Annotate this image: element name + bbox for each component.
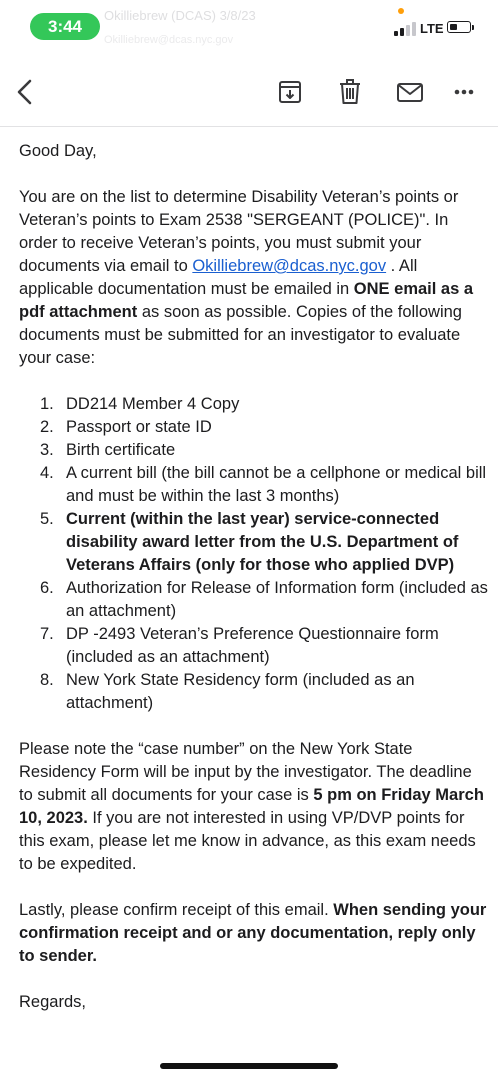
signoff: Regards, xyxy=(19,993,86,1011)
list-item xyxy=(19,462,489,508)
background-sender: Okilliebrew (DCAS) 3/8/23 xyxy=(104,8,256,23)
intro-text-2: . All applicable documentation must be emailed in xyxy=(19,257,418,298)
battery-icon xyxy=(447,21,471,33)
closing-paragraph xyxy=(19,899,489,968)
list-item-number: 3. xyxy=(40,441,54,459)
list-item-number: 1. xyxy=(40,395,54,413)
home-indicator[interactable] xyxy=(160,1063,338,1069)
background-address: Okilliebrew@dcas.nyc.gov xyxy=(104,34,234,46)
list-item-number: 7. xyxy=(40,625,54,643)
list-item-number: 5. xyxy=(40,510,54,528)
privacy-indicator-icon xyxy=(398,8,404,14)
intro-bold: ONE email as a pdf attachment xyxy=(19,280,474,321)
list-item-text: Current (within the last year) service-connected disability award letter from the U.S. Department of Veterans Affairs (only for those who applied DVP) xyxy=(66,510,459,574)
list-item xyxy=(19,577,489,623)
email-body xyxy=(19,140,489,1014)
list-item xyxy=(19,439,489,462)
list-item xyxy=(19,416,489,439)
list-item-text: Authorization for Release of Information form (included as an attachment) xyxy=(66,579,488,620)
battery-level xyxy=(450,24,457,30)
intro-text-1: You are on the list to determine Disability Veteran’s points or Veteran’s points to Exam 2538 "SERGEANT (POLICE)". In order to receive Veteran’s points, you must submit your documents via email to xyxy=(19,188,459,275)
list-item-number: 2. xyxy=(40,418,54,436)
list-item-text: DD214 Member 4 Copy xyxy=(66,395,240,413)
closing-text-1: Lastly, please confirm receipt of this email. xyxy=(19,901,334,919)
trash-icon xyxy=(334,76,366,108)
list-item-number: 4. xyxy=(40,464,54,482)
delete-button[interactable] xyxy=(334,76,366,108)
deadline-paragraph xyxy=(19,738,489,876)
mark-unread-button[interactable] xyxy=(394,76,426,108)
list-item-number: 6. xyxy=(40,579,54,597)
intro-text-3: as soon as possible. Copies of the following documents must be submitted for an investigator to evaluate your case: xyxy=(19,303,462,367)
battery-cap xyxy=(472,25,474,30)
list-item-text: Passport or state ID xyxy=(66,418,212,436)
list-item xyxy=(19,393,489,416)
closing-bold: When sending your confirmation receipt and or any documentation, reply only to sender. xyxy=(19,901,487,965)
ellipsis-icon xyxy=(450,76,482,108)
list-item xyxy=(19,508,489,577)
list-item-text: Birth certificate xyxy=(66,441,176,459)
deadline-text-2: If you are not interested in using VP/DVP points for this exam, please let me know in advance, as this exam needs to be expedited. xyxy=(19,809,476,873)
deadline-bold: 5 pm on Friday March 10, 2023. xyxy=(19,786,484,827)
list-item-text: A current bill (the bill cannot be a cellphone or medical bill and must be within the last 3 months) xyxy=(66,464,487,505)
archive-button[interactable] xyxy=(274,76,306,108)
archive-icon xyxy=(274,76,306,108)
network-type: LTE xyxy=(420,21,444,36)
list-item xyxy=(19,623,489,669)
message-toolbar xyxy=(0,60,498,127)
list-item-text: New York State Residency form (included as an attachment) xyxy=(66,671,415,712)
email-address-link[interactable]: Okilliebrew@dcas.nyc.gov xyxy=(192,257,387,275)
status-time[interactable]: 3:44 xyxy=(30,13,100,40)
cellular-signal-icon xyxy=(394,22,416,36)
document-list xyxy=(19,393,489,715)
chevron-left-icon xyxy=(10,76,42,108)
intro-paragraph xyxy=(19,186,489,370)
more-options-button[interactable] xyxy=(450,76,482,108)
list-item xyxy=(19,669,489,715)
greeting: Good Day, xyxy=(19,142,97,160)
back-button[interactable] xyxy=(10,76,42,108)
deadline-text-1: Please note the “case number” on the New York State Residency Form will be input by the investigator. The deadline to submit all documents for your case is xyxy=(19,740,472,804)
envelope-icon xyxy=(394,76,426,108)
status-bar xyxy=(0,0,498,50)
list-item-number: 8. xyxy=(40,671,54,689)
list-item-text: DP -2493 Veteran’s Preference Questionnaire form (included as an attachment) xyxy=(66,625,439,666)
